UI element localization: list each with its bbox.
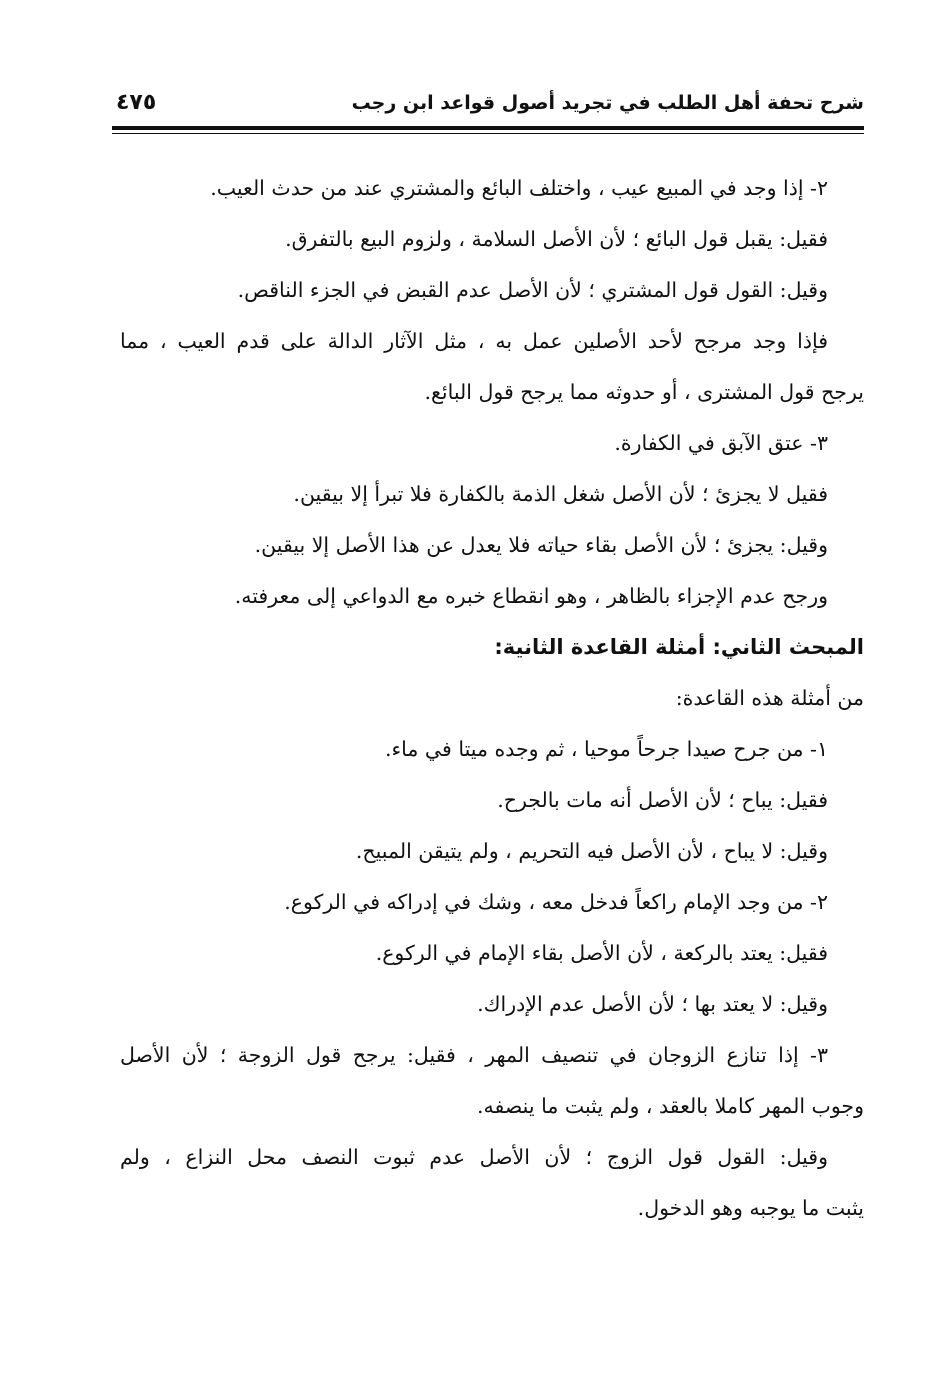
text-line: فقيل: يعتد بالركعة ، لأن الأصل بقاء الإمام في الركوع. <box>375 941 828 965</box>
text-line: فقيل: يقبل قول البائع ؛ لأن الأصل السلامة ، ولزوم البيع بالتفرق. <box>285 227 828 251</box>
text-line: ٢- من وجد الإمام راكعاً فدخل معه ، وشك في إدراكه في الركوع. <box>284 890 828 914</box>
header-rule-thick <box>112 126 864 130</box>
text-line: وقيل: يجزئ ؛ لأن الأصل بقاء حياته فلا يعدل عن هذا الأصل إلا بيقين. <box>254 533 828 557</box>
section-heading: المبحث الثاني: أمثلة القاعدة الثانية: <box>494 635 864 659</box>
text-line: وجوب المهر كاملا بالعقد ، ولم يثبت ما ينصفه. <box>477 1094 864 1118</box>
text-line: ٣- عتق الآبق في الكفارة. <box>614 431 828 455</box>
text-line: وقيل: لا يعتد بها ؛ لأن الأصل عدم الإدراك. <box>477 992 828 1016</box>
text-line: ٣- إذا تنازع الزوجان في تنصيف المهر ، فقيل: يرجح قول الزوجة ؛ لأن الأصل <box>120 1043 828 1067</box>
text-line: يثبت ما يوجبه وهو الدخول. <box>637 1196 864 1220</box>
text-line: ورجح عدم الإجزاء بالظاهر ، وهو انقطاع خبره مع الدواعي إلى معرفته. <box>234 584 828 608</box>
text-line: وقيل: لا يباح ، لأن الأصل فيه التحريم ، ولم يتيقن المبيح. <box>355 839 828 863</box>
text-line: يرجح قول المشترى ، أو حدوثه مما يرجح قول البائع. <box>424 380 864 404</box>
page-number: ٤٧٥ <box>116 90 157 115</box>
page-body <box>120 166 864 1237</box>
text-line: ٢- إذا وجد في المبيع عيب ، واختلف البائع والمشتري عند من حدث العيب. <box>210 176 828 200</box>
text-line: وقيل: القول قول المشتري ؛ لأن الأصل عدم القبض في الجزء الناقص. <box>237 278 828 302</box>
text-line: فقيل لا يجزئ ؛ لأن الأصل شغل الذمة بالكفارة فلا تبرأ إلا بيقين. <box>293 482 828 506</box>
page-header <box>112 88 864 122</box>
text-line: من أمثلة هذه القاعدة: <box>675 686 864 710</box>
text-line: ١- من جرح صيدا جرحاً موحيا ، ثم وجده ميتا في ماء. <box>385 737 828 761</box>
running-title: شرح تحفة أهل الطلب في تجريد أصول قواعد ابن رجب <box>351 92 864 114</box>
text-line: فإذا وجد مرجح لأحد الأصلين عمل به ، مثل الآثار الدالة على قدم العيب ، مما <box>120 329 828 353</box>
text-line: وقيل: القول قول الزوج ؛ لأن الأصل عدم ثبوت النصف محل النزاع ، ولم <box>120 1145 828 1169</box>
header-rule-thin <box>112 133 864 134</box>
text-line: فقيل: يباح ؛ لأن الأصل أنه مات بالجرح. <box>497 788 828 812</box>
